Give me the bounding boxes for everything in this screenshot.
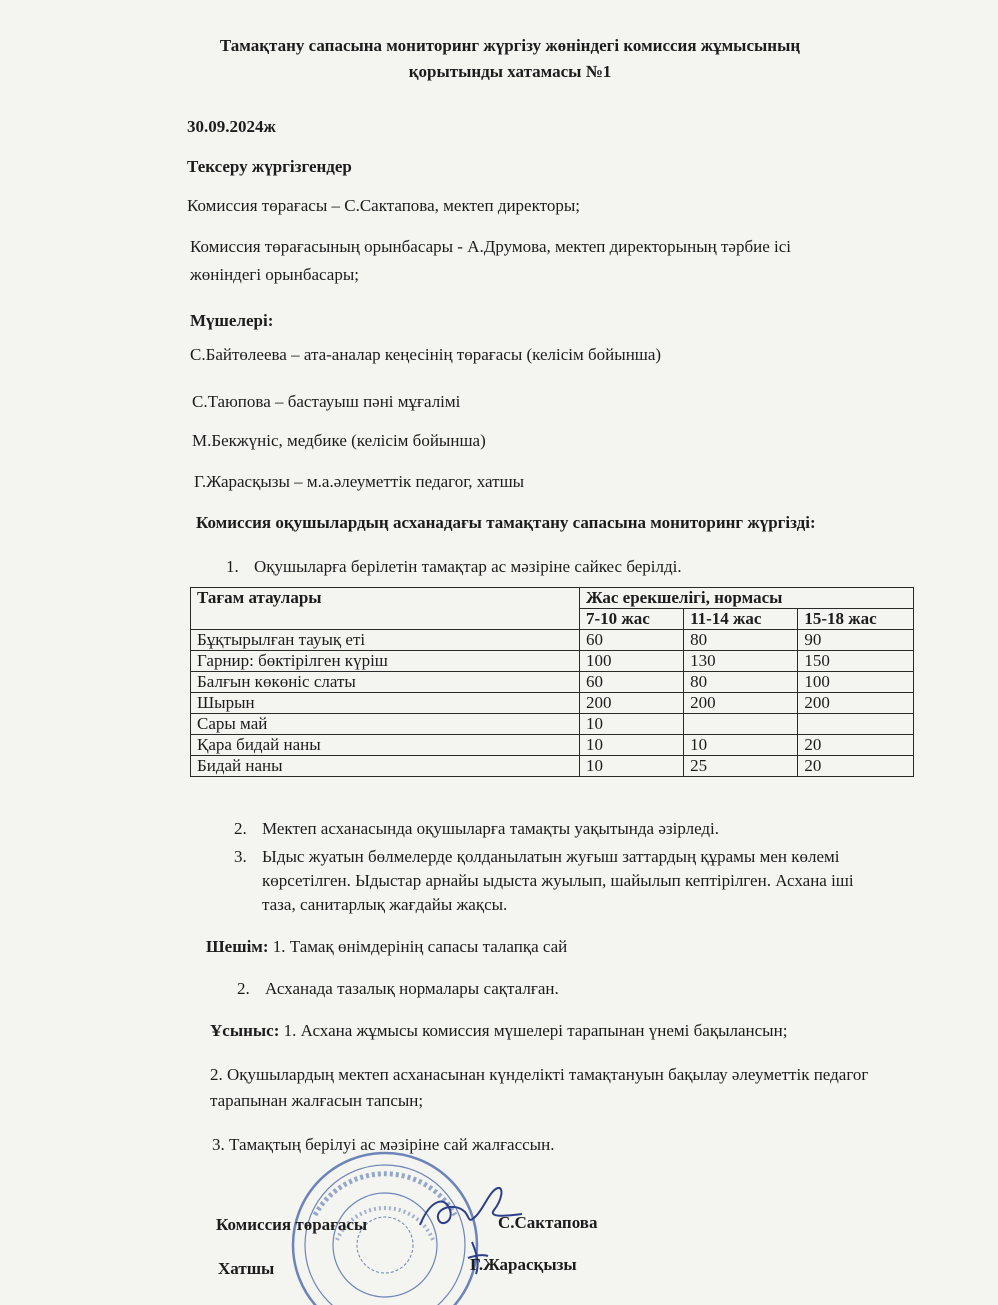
norm-value: 80	[684, 672, 798, 693]
member-item: С.Таюпова – бастауыш пәні мұғалімі	[192, 392, 461, 411]
dish-name: Сары май	[191, 714, 580, 735]
table-header-age: 15-18 жас	[798, 609, 914, 630]
finding-3	[234, 846, 840, 868]
norm-value: 10	[580, 735, 684, 756]
norm-value: 200	[684, 693, 798, 714]
members-heading: Мүшелері:	[190, 311, 274, 330]
norm-value: 100	[580, 651, 684, 672]
finding-text: Оқушыларға берілетін тамақтар ас мәзіріне сайкес берілді.	[254, 557, 682, 576]
decision-item: Асханада тазалық нормалары сақталған.	[265, 979, 559, 998]
proposal-line1	[210, 1020, 787, 1042]
norm-value: 20	[798, 756, 914, 777]
finding-number: 3.	[234, 847, 247, 866]
table-row	[191, 651, 914, 672]
finding-3-line3: таза, санитарлық жағдайы жақсы.	[262, 895, 508, 914]
norm-value: 130	[684, 651, 798, 672]
table-row	[191, 630, 914, 651]
chair-line: Комиссия төрағасы – С.Сактапова, мектеп директоры;	[187, 196, 580, 215]
norm-value: 10	[580, 756, 684, 777]
norm-value	[684, 714, 798, 735]
finding-text: Мектеп асханасында оқушыларға тамақты уақытында әзірледі.	[262, 819, 720, 838]
member-item: С.Байтөлеева – ата-аналар кеңесінің төрағасы (келісім бойынша)	[190, 345, 662, 364]
proposal-item2-line1: 2. Оқушылардың мектеп асханасынан күнделікті тамақтануын бақылау әлеуметтік педагог	[210, 1065, 869, 1084]
monitoring-heading: Комиссия оқушылардың асханадағы тамақтану сапасына мониторинг жүргізді:	[196, 513, 816, 532]
finding-2	[234, 818, 719, 840]
table-header-age-group: Жас ерекшелігі, нормасы	[580, 588, 914, 609]
norm-value: 80	[684, 630, 798, 651]
decision-line1	[206, 936, 567, 958]
table-row	[191, 693, 914, 714]
proposal-item: 1. Асхана жұмысы комиссия мүшелері тарапынан үнемі бақылансын;	[283, 1021, 788, 1040]
finding-number: 1.	[226, 557, 239, 576]
norm-value: 200	[580, 693, 684, 714]
chair-signature-label: Комиссия төрағасы	[216, 1215, 368, 1234]
norm-value: 200	[798, 693, 914, 714]
norm-value: 60	[580, 672, 684, 693]
table-row	[191, 672, 914, 693]
decision-label: Шешім:	[206, 937, 269, 956]
table-header-name: Тағам атаулары	[191, 588, 580, 630]
dish-name: Шырын	[191, 693, 580, 714]
table-header-age: 7-10 жас	[580, 609, 684, 630]
document-title-line2: қорытынды хатамасы №1	[408, 62, 612, 81]
secretary-signature-label: Хатшы	[218, 1259, 275, 1278]
proposal-item3: 3. Тамақтың берілуі ас мәзіріне сай жалғассын.	[212, 1135, 555, 1154]
dish-name: Бұқтырылған тауық еті	[191, 630, 580, 651]
deputy-line1: Комиссия төрағасының орынбасары - А.Друмова, мектеп директорының тәрбие ісі	[190, 237, 791, 256]
proposal-item2-line2: тарапынан жалғасын тапсын;	[210, 1091, 424, 1110]
table-row	[191, 735, 914, 756]
table-row	[191, 714, 914, 735]
norm-value: 10	[580, 714, 684, 735]
norm-value: 25	[684, 756, 798, 777]
decision-item: 1. Тамақ өнімдерінің сапасы талапқа сай	[272, 937, 568, 956]
norm-value: 90	[798, 630, 914, 651]
dish-name: Қара бидай наны	[191, 735, 580, 756]
finding-3-line2: көрсетілген. Ыдыстар арнайы ыдыста жуылып, шайылып кептірілген. Асхана іші	[262, 871, 854, 890]
norm-value: 10	[684, 735, 798, 756]
finding-number: 2.	[234, 819, 247, 838]
document-date: 30.09.2024ж	[187, 117, 276, 136]
dish-name: Балғын көкөніс слаты	[191, 672, 580, 693]
chair-name: С.Сактапова	[498, 1213, 598, 1232]
norm-value: 100	[798, 672, 914, 693]
decision-number: 2.	[237, 979, 250, 998]
proposal-label: Ұсыныс:	[210, 1021, 280, 1040]
member-item: М.Бекжүніс, медбике (келісім бойынша)	[192, 431, 486, 450]
secretary-name: Г.Жарасқызы	[470, 1255, 577, 1274]
inspectors-heading: Тексеру жүргізгендер	[187, 157, 352, 176]
dish-name: Гарнир: бөктірілген күріш	[191, 651, 580, 672]
decision-line2	[237, 978, 559, 1000]
finding-1	[226, 556, 682, 578]
norm-value	[798, 714, 914, 735]
deputy-line2: жөніндегі орынбасары;	[190, 265, 359, 284]
norm-value: 150	[798, 651, 914, 672]
member-item: Г.Жарасқызы – м.а.әлеуметтік педагог, хатшы	[194, 472, 525, 491]
table-header-age: 11-14 жас	[684, 609, 798, 630]
norm-value: 20	[798, 735, 914, 756]
dish-name: Бидай наны	[191, 756, 580, 777]
table-row	[191, 756, 914, 777]
menu-norms-table	[190, 587, 914, 777]
document-title-line1: Тамақтану сапасына мониторинг жүргізу жөніндегі комиссия жұмысының	[219, 36, 801, 55]
finding-text-line1: Ыдыс жуатын бөлмелерде қолданылатын жуғыш заттардың құрамы мен көлемі	[262, 847, 840, 866]
norm-value: 60	[580, 630, 684, 651]
